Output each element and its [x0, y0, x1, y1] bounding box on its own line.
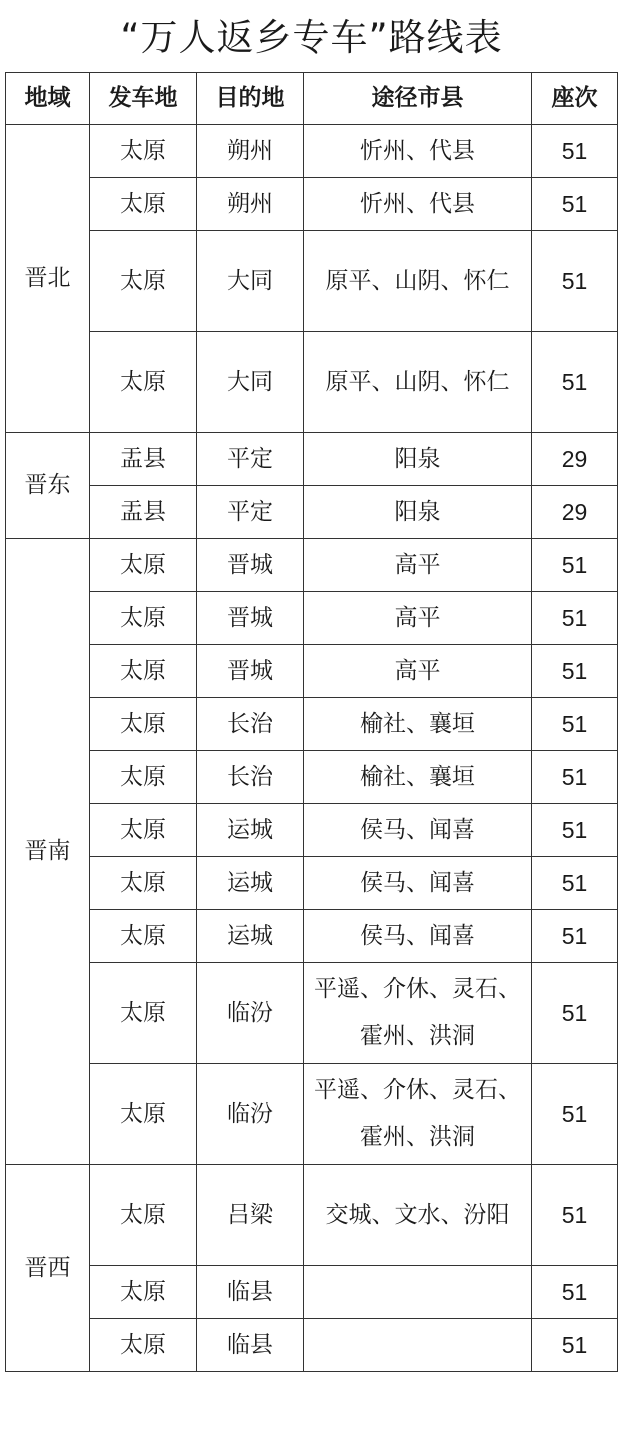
via-cell: 阳泉	[304, 486, 532, 539]
from-cell: 盂县	[90, 486, 197, 539]
from-cell: 太原	[90, 910, 197, 963]
seats-cell: 51	[532, 857, 618, 910]
via-cell: 平遥、介休、灵石、霍州、洪洞	[304, 963, 532, 1064]
to-cell: 运城	[197, 804, 304, 857]
table-row	[6, 1064, 618, 1165]
to-cell: 吕梁	[197, 1165, 304, 1266]
to-cell: 平定	[197, 433, 304, 486]
from-cell: 太原	[90, 231, 197, 332]
region-cell: 晋东	[6, 433, 90, 539]
table-row	[6, 178, 618, 231]
table-row	[6, 804, 618, 857]
table-row	[6, 645, 618, 698]
via-cell: 忻州、代县	[304, 125, 532, 178]
table-row	[6, 592, 618, 645]
seats-cell: 51	[532, 592, 618, 645]
table-row	[6, 963, 618, 1064]
from-cell: 太原	[90, 178, 197, 231]
header-row	[6, 73, 618, 125]
seats-cell: 51	[532, 804, 618, 857]
from-cell: 太原	[90, 1266, 197, 1319]
via-cell: 平遥、介休、灵石、霍州、洪洞	[304, 1064, 532, 1165]
table-row	[6, 751, 618, 804]
via-cell: 高平	[304, 539, 532, 592]
to-cell: 运城	[197, 857, 304, 910]
from-cell: 太原	[90, 1064, 197, 1165]
seats-cell: 51	[532, 1266, 618, 1319]
from-cell: 太原	[90, 1165, 197, 1266]
via-cell: 原平、山阴、怀仁	[304, 231, 532, 332]
via-cell	[304, 1319, 532, 1372]
region-cell: 晋南	[6, 539, 90, 1165]
seats-cell: 51	[532, 1319, 618, 1372]
seats-cell: 51	[532, 231, 618, 332]
seats-cell: 51	[532, 1165, 618, 1266]
to-cell: 临汾	[197, 963, 304, 1064]
via-cell: 侯马、闻喜	[304, 804, 532, 857]
header-via: 途径市县	[304, 73, 532, 125]
from-cell: 太原	[90, 857, 197, 910]
table-row	[6, 698, 618, 751]
seats-cell: 51	[532, 125, 618, 178]
table-row	[6, 1319, 618, 1372]
seats-cell: 51	[532, 645, 618, 698]
to-cell: 朔州	[197, 125, 304, 178]
seats-cell: 51	[532, 698, 618, 751]
table-row	[6, 857, 618, 910]
via-cell: 高平	[304, 645, 532, 698]
header-region: 地域	[6, 73, 90, 125]
via-cell	[304, 1266, 532, 1319]
seats-cell: 29	[532, 433, 618, 486]
seats-cell: 51	[532, 910, 618, 963]
to-cell: 运城	[197, 910, 304, 963]
from-cell: 太原	[90, 539, 197, 592]
table-row	[6, 433, 618, 486]
table-row	[6, 539, 618, 592]
to-cell: 长治	[197, 751, 304, 804]
table-body	[6, 125, 618, 1372]
header-to: 目的地	[197, 73, 304, 125]
page-title: “万人返乡专车”路线表	[120, 16, 503, 59]
route-table	[5, 72, 618, 1372]
via-cell: 交城、文水、汾阳	[304, 1165, 532, 1266]
table-row	[6, 125, 618, 178]
seats-cell: 51	[532, 332, 618, 433]
via-cell: 阳泉	[304, 433, 532, 486]
table-row	[6, 486, 618, 539]
table-row	[6, 910, 618, 963]
to-cell: 晋城	[197, 539, 304, 592]
via-cell: 高平	[304, 592, 532, 645]
to-cell: 临汾	[197, 1064, 304, 1165]
to-cell: 临县	[197, 1266, 304, 1319]
seats-cell: 29	[532, 486, 618, 539]
seats-cell: 51	[532, 963, 618, 1064]
via-cell: 侯马、闻喜	[304, 857, 532, 910]
table-row	[6, 1266, 618, 1319]
from-cell: 太原	[90, 645, 197, 698]
region-cell: 晋北	[6, 125, 90, 433]
to-cell: 大同	[197, 231, 304, 332]
to-cell: 临县	[197, 1319, 304, 1372]
from-cell: 太原	[90, 804, 197, 857]
via-cell: 榆社、襄垣	[304, 751, 532, 804]
table-header	[6, 73, 618, 125]
via-cell: 原平、山阴、怀仁	[304, 332, 532, 433]
from-cell: 太原	[90, 698, 197, 751]
to-cell: 朔州	[197, 178, 304, 231]
table-row	[6, 231, 618, 332]
to-cell: 晋城	[197, 592, 304, 645]
via-cell: 侯马、闻喜	[304, 910, 532, 963]
seats-cell: 51	[532, 178, 618, 231]
region-cell: 晋西	[6, 1165, 90, 1372]
seats-cell: 51	[532, 751, 618, 804]
to-cell: 大同	[197, 332, 304, 433]
from-cell: 盂县	[90, 433, 197, 486]
to-cell: 平定	[197, 486, 304, 539]
to-cell: 长治	[197, 698, 304, 751]
header-seats: 座次	[532, 73, 618, 125]
table-row	[6, 1165, 618, 1266]
from-cell: 太原	[90, 125, 197, 178]
via-cell: 忻州、代县	[304, 178, 532, 231]
from-cell: 太原	[90, 963, 197, 1064]
from-cell: 太原	[90, 332, 197, 433]
seats-cell: 51	[532, 539, 618, 592]
from-cell: 太原	[90, 1319, 197, 1372]
to-cell: 晋城	[197, 645, 304, 698]
from-cell: 太原	[90, 751, 197, 804]
seats-cell: 51	[532, 1064, 618, 1165]
from-cell: 太原	[90, 592, 197, 645]
via-cell: 榆社、襄垣	[304, 698, 532, 751]
header-from: 发车地	[90, 73, 197, 125]
table-row	[6, 332, 618, 433]
